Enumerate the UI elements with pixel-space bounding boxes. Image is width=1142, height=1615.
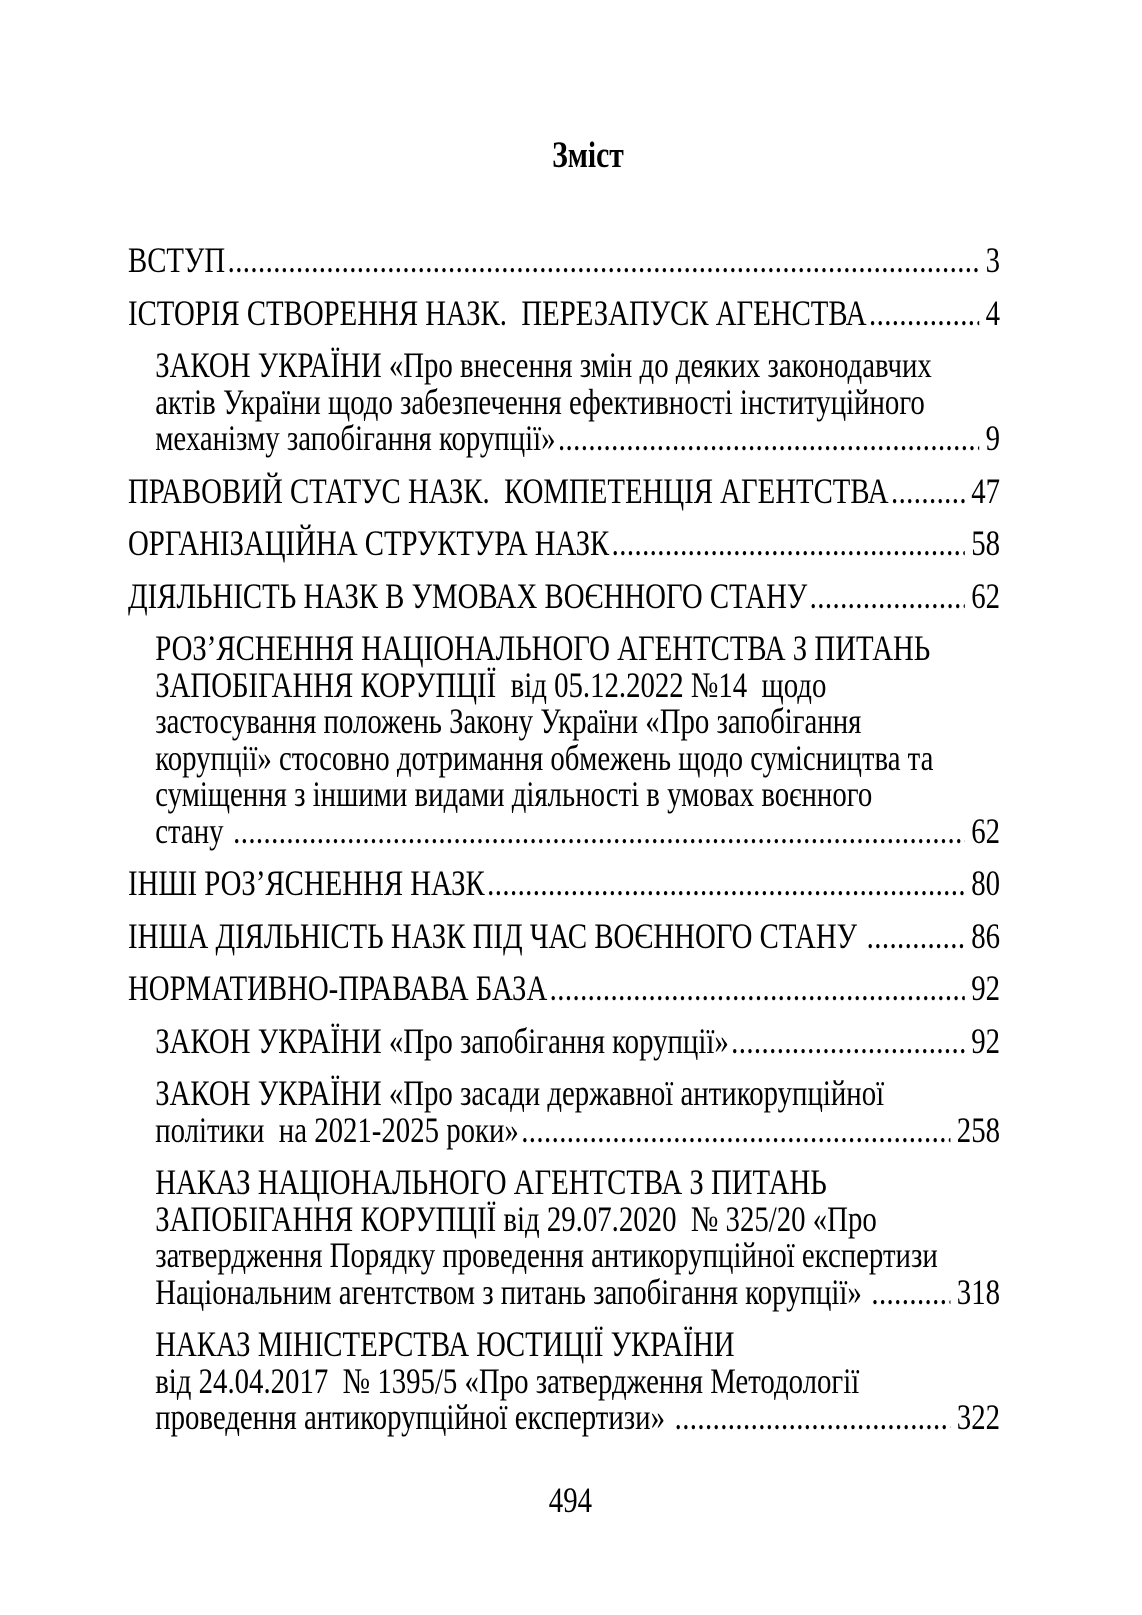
toc-page-number: 3 [985, 240, 1000, 280]
toc-entry[interactable] [128, 575, 1000, 616]
toc-entry-text: ДІЯЛЬНІСТЬ НАЗК В УМОВАХ ВОЄННОГО СТАНУ [128, 575, 808, 616]
toc-page-number: 9 [985, 418, 1000, 458]
toc-entry-text: ОРГАНІЗАЦІЙНА СТРУКТУРА НАЗК [128, 523, 610, 563]
dot-leader [558, 420, 979, 457]
dot-leader [233, 813, 965, 850]
toc-entry-text: актів України щодо забезпечення ефективності інституційного [155, 381, 925, 422]
dot-leader [675, 1399, 951, 1436]
toc-entry-text: корупції» стосовно дотримання обмежень щодо сумісництва та [155, 737, 934, 778]
dot-leader [731, 1023, 965, 1060]
toc-page-number: 318 [956, 1271, 1000, 1312]
toc-entry-text: ІСТОРІЯ СТВОРЕННЯ НАЗК. ПЕРЕЗАПУСК АГЕНСТВА [128, 292, 867, 333]
dot-leader [550, 970, 965, 1007]
toc-entry-text: НАКАЗ НАЦІОНАЛЬНОГО АГЕНТСТВА З ПИТАНЬ [155, 1162, 827, 1202]
toc-entry-text: стану [155, 810, 231, 851]
toc-entry-text: від 24.04.2017 № 1395/5 «Про затвердження Методології [155, 1360, 860, 1401]
toc-page-number: 80 [971, 863, 1000, 903]
toc-entry[interactable] [128, 347, 1000, 457]
toc-entry-text: НАКАЗ МІНІСТЕРСТВА ЮСТИЦІЇ УКРАЇНИ [155, 1324, 735, 1364]
page-number-footer: 494 [548, 1480, 592, 1520]
toc-page-number: 58 [971, 523, 1000, 563]
toc-entry-text: політики на 2021-2025 роки» [155, 1109, 519, 1150]
toc-entry[interactable] [128, 1075, 1000, 1148]
toc-entry[interactable] [128, 1164, 1000, 1310]
toc-page-number: 258 [956, 1109, 1000, 1150]
toc-entry[interactable] [128, 1326, 1000, 1436]
toc-entry-text: застосування положень Закону України «Про запобігання [155, 701, 862, 741]
toc-page-number: 86 [971, 915, 1000, 956]
toc-entry[interactable] [128, 915, 1000, 956]
dot-leader [867, 918, 965, 955]
toc-entry-text: ІНШІ РОЗ’ЯСНЕННЯ НАЗК [128, 863, 485, 903]
toc-page-number: 92 [971, 1020, 1000, 1061]
document-page [128, 0, 1000, 1615]
toc-entry-text: ЗАПОБІГАННЯ КОРУПЦІЇ від 29.07.2020 № 325/20 «Про [155, 1198, 877, 1239]
toc-entry-text: механізму запобігання корупції» [155, 418, 556, 458]
toc-entry-text: РОЗ’ЯСНЕННЯ НАЦІОНАЛЬНОГО АГЕНТСТВА З ПИТАНЬ [155, 628, 931, 668]
toc-page-number: 62 [971, 810, 1000, 851]
toc-entry-text: ІНША ДІЯЛЬНІСТЬ НАЗК ПІД ЧАС ВОЄННОГО СТАНУ [128, 915, 865, 956]
dot-leader [612, 525, 965, 562]
toc-entry[interactable] [128, 1020, 1000, 1061]
toc-entry[interactable] [128, 970, 1000, 1007]
page-title: Зміст [552, 135, 624, 176]
toc-page-number: 92 [971, 968, 1000, 1008]
toc-entry-text: затвердження Порядку проведення антикорупційної експертизи [155, 1235, 938, 1275]
dot-leader [810, 578, 965, 615]
toc-entry-text: ЗАПОБІГАННЯ КОРУПЦІЇ від 05.12.2022 №14 щодо [155, 664, 827, 705]
toc-page-number: 62 [971, 575, 1000, 616]
toc-entry-text: ЗАКОН УКРАЇНИ «Про внесення змін до деяких законодавчих [155, 345, 932, 385]
toc-entry-text: ПРАВОВИЙ СТАТУС НАЗК. КОМПЕТЕНЦІЯ АГЕНТСТВА [128, 470, 889, 511]
toc-page-number: 47 [971, 470, 1000, 511]
toc-entry-text: ЗАКОН УКРАЇНИ «Про запобігання корупції» [155, 1020, 729, 1061]
toc-entry-text: ВСТУП [128, 240, 226, 280]
toc-entry[interactable] [128, 292, 1000, 333]
toc-entry[interactable] [128, 525, 1000, 562]
toc-entry-text: суміщення з іншими видами діяльності в умовах воєнного [155, 774, 873, 814]
toc-entry[interactable] [128, 470, 1000, 511]
dot-leader [869, 295, 979, 332]
toc-page-number: 4 [985, 292, 1000, 333]
toc-entry-text: НОРМАТИВНО-ПРАВАВА БАЗА [128, 968, 548, 1008]
toc-entry-text: проведення антикорупційної експертизи» [155, 1397, 673, 1437]
dot-leader [521, 1112, 950, 1149]
table-of-contents [128, 242, 1000, 1436]
toc-entry-text: Національним агентством з питань запобігання корупції» [155, 1271, 869, 1312]
toc-entry[interactable] [128, 242, 1000, 279]
toc-page-number: 322 [956, 1397, 1000, 1437]
toc-entry[interactable] [128, 865, 1000, 902]
toc-entry[interactable] [128, 630, 1000, 849]
dot-leader [228, 242, 980, 279]
dot-leader [891, 473, 965, 510]
dot-leader [871, 1274, 950, 1311]
toc-entry-text: ЗАКОН УКРАЇНИ «Про засади державної антикорупційної [155, 1073, 885, 1113]
dot-leader [487, 865, 965, 902]
